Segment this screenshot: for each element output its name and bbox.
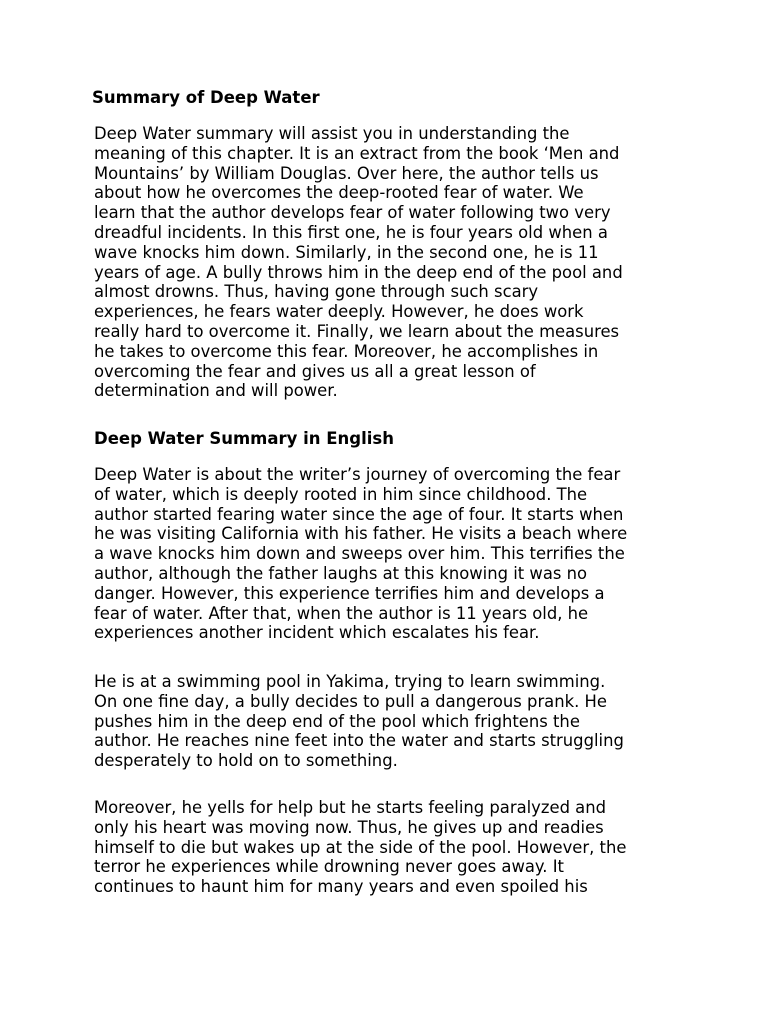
text-line: Mountains’ by William Douglas. Over here, the author tells us	[94, 163, 599, 183]
text-line: author started fearing water since the age of four. It starts when	[94, 504, 624, 524]
text-line: a wave knocks him down and sweeps over him. This terrifies the	[94, 544, 625, 564]
section-heading-english-summary: Deep Water Summary in English	[94, 429, 394, 448]
text-line: terror he experiences while drowning never goes away. It	[94, 857, 564, 877]
section-heading-summary: Summary of Deep Water	[92, 88, 320, 107]
paragraph-summary-intro	[94, 124, 684, 401]
paragraph-journey	[94, 465, 684, 643]
text-line: author. He reaches nine feet into the water and starts struggling	[94, 731, 624, 751]
text-line: Moreover, he yells for help but he starts feeling paralyzed and	[94, 798, 607, 817]
text-line: meaning of this chapter. It is an extract from the book ‘Men and	[94, 143, 620, 163]
text-line: he was visiting California with his father. He visits a beach where	[94, 524, 628, 544]
text-line: danger. However, this experience terrifies him and develops a	[94, 583, 605, 603]
text-line: dreadful incidents. In this first one, he is four years old when a	[94, 222, 608, 242]
text-line: determination and will power.	[94, 381, 338, 401]
text-line: author, although the father laughs at this knowing it was no	[94, 563, 588, 583]
text-line: continues to haunt him for many years and even spoiled his	[94, 877, 588, 897]
text-line: wave knocks him down. Similarly, in the second one, he is 11	[94, 242, 599, 262]
paragraph-drowning	[94, 798, 684, 897]
text-line: Deep Water summary will assist you in understanding the	[94, 124, 570, 143]
text-line: about how he overcomes the deep-rooted fear of water. We	[94, 183, 584, 203]
text-line: really hard to overcome it. Finally, we learn about the measures	[94, 321, 620, 341]
text-line: desperately to hold on to something.	[94, 751, 398, 771]
text-line: of water, which is deeply rooted in him since childhood. The	[94, 484, 588, 504]
paragraph-swimming-pool	[94, 672, 684, 771]
text-line: On one fine day, a bully decides to pull a dangerous prank. He	[94, 691, 607, 711]
text-line: almost drowns. Thus, having gone through such scary	[94, 282, 539, 302]
text-line: Deep Water is about the writer’s journey of overcoming the fear	[94, 465, 621, 484]
text-line: only his heart was moving now. Thus, he gives up and readies	[94, 817, 604, 837]
text-line: himself to die but wakes up at the side of the pool. However, the	[94, 837, 627, 857]
text-line: learn that the author develops fear of water following two very	[94, 203, 611, 223]
text-line: fear of water. After that, when the author is 11 years old, he	[94, 603, 589, 623]
text-line: overcoming the fear and gives us all a great lesson of	[94, 361, 536, 381]
text-line: he takes to overcome this fear. Moreover, he accomplishes in	[94, 341, 599, 361]
text-line: He is at a swimming pool in Yakima, trying to learn swimming.	[94, 672, 606, 691]
text-line: experiences another incident which escalates his fear.	[94, 623, 540, 643]
text-line: years of age. A bully throws him in the deep end of the pool and	[94, 262, 623, 282]
text-line: experiences, he fears water deeply. However, he does work	[94, 302, 584, 322]
text-line: pushes him in the deep end of the pool which frightens the	[94, 711, 580, 731]
